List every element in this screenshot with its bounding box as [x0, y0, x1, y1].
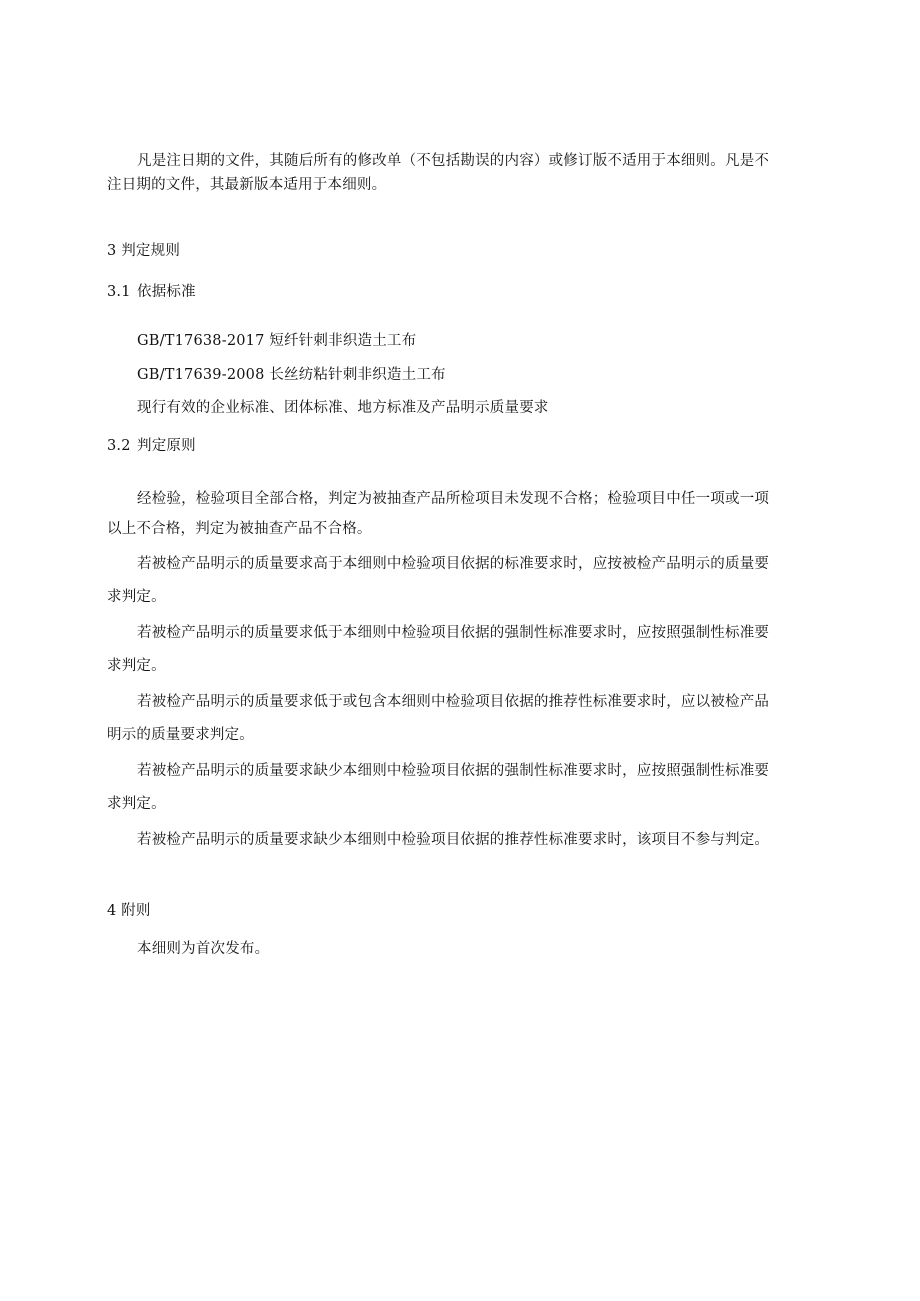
section-3-heading: 3 判定规则 [107, 243, 181, 259]
principle-1-line-2: 以上不合格，判定为被抽查产品不合格。 [107, 521, 372, 537]
principle-4-line-2: 明示的质量要求判定。 [107, 727, 254, 743]
intro-line-1: 凡是注日期的文件，其随后所有的修改单（不包括勘误的内容）或修订版不适用于本细则。凡是不 [137, 153, 770, 169]
standard-item-2: GB/T17639-2008 长丝纺粘针刺非织造土工布 [137, 367, 446, 383]
section-4-heading: 4 附则 [107, 903, 151, 919]
section-3-1-heading [107, 283, 196, 301]
principle-2-line-2: 求判定。 [107, 589, 166, 605]
section-3-1-number: 3.1 [107, 284, 131, 300]
standard-item-3: 现行有效的企业标准、团体标准、地方标准及产品明示质量要求 [137, 400, 549, 416]
intro-line-2: 注日期的文件，其最新版本适用于本细则。 [107, 177, 387, 193]
principle-2-line-1: 若被检产品明示的质量要求高于本细则中检验项目依据的标准要求时，应按被检产品明示的质量要 [137, 556, 770, 572]
section-3-1-title: 依据标准 [137, 284, 196, 300]
section-3-2-number: 3.2 [107, 438, 131, 454]
section-4-text: 本细则为首次发布。 [137, 941, 270, 957]
principle-3-line-2: 求判定。 [107, 658, 166, 674]
section-3-2-heading [107, 437, 196, 455]
principle-1-line-1: 经检验，检验项目全部合格，判定为被抽查产品所检项目未发现不合格；检验项目中任一项或一项 [137, 491, 770, 507]
principle-4-line-1: 若被检产品明示的质量要求低于或包含本细则中检验项目依据的推荐性标准要求时，应以被检产品 [137, 694, 770, 710]
principle-5-line-1: 若被检产品明示的质量要求缺少本细则中检验项目依据的强制性标准要求时，应按照强制性标准要 [137, 763, 770, 779]
principle-6-line-1: 若被检产品明示的质量要求缺少本细则中检验项目依据的推荐性标准要求时，该项目不参与判定。 [137, 832, 770, 848]
principle-5-line-2: 求判定。 [107, 796, 166, 812]
standard-item-1: GB/T17638-2017 短纤针刺非织造土工布 [137, 333, 417, 349]
principle-3-line-1: 若被检产品明示的质量要求低于本细则中检验项目依据的强制性标准要求时，应按照强制性标准要 [137, 625, 770, 641]
section-3-2-title: 判定原则 [137, 438, 196, 454]
